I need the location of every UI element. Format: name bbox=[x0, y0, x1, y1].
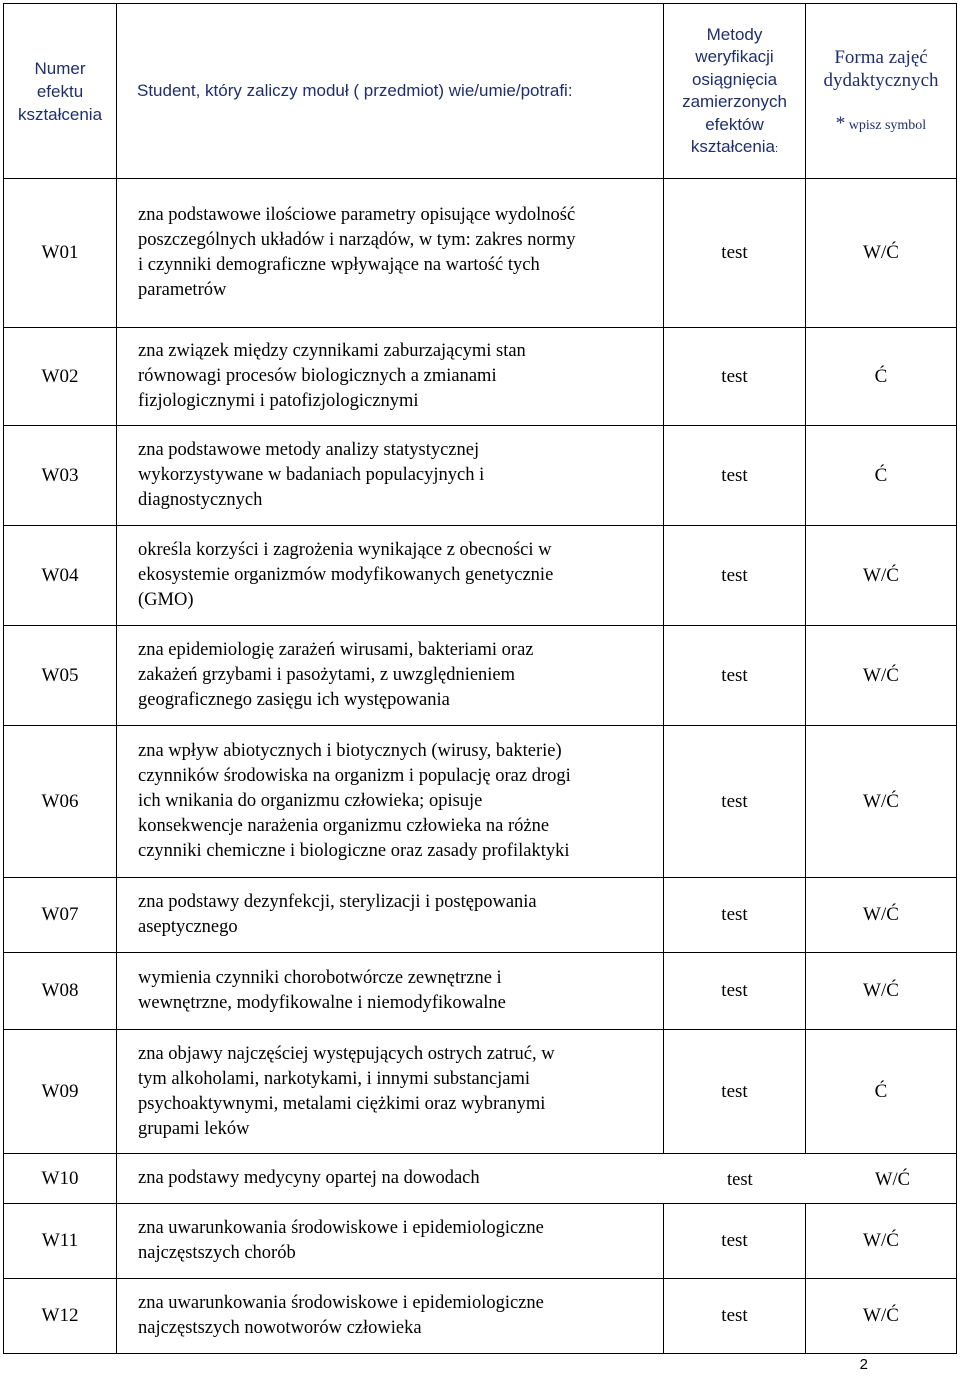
table-body bbox=[4, 179, 957, 1354]
outcome-description-line: fizjologicznymi i patofizjologicznymi bbox=[138, 391, 419, 411]
verification-method: test bbox=[664, 426, 806, 526]
verification-method: test bbox=[664, 526, 806, 626]
class-form: Ć bbox=[806, 426, 957, 526]
header-method-line-last bbox=[664, 136, 805, 161]
outcome-description-line: najczęstszych nowotworów człowieka bbox=[138, 1318, 422, 1338]
outcome-description-line: wykorzystywane w badaniach populacyjnych i bbox=[138, 465, 485, 485]
header-method-suffix: : bbox=[775, 143, 779, 155]
header-method-line: kształcenia bbox=[690, 137, 776, 156]
outcome-description-line: zna podstawy medycyny opartej na dowodach bbox=[138, 1168, 480, 1188]
outcome-description bbox=[117, 626, 664, 726]
outcome-description-line: zna podstawowe ilościowe parametry opisujące wydolność bbox=[138, 205, 576, 225]
outcome-description bbox=[117, 526, 664, 626]
outcome-code: W02 bbox=[4, 328, 117, 426]
outcome-description-line: wymienia czynniki chorobotwórcze zewnętrzne i bbox=[138, 968, 502, 988]
header-outcome-number bbox=[4, 4, 117, 179]
outcome-code: W06 bbox=[4, 726, 117, 878]
verification-method: test bbox=[664, 1204, 806, 1279]
outcome-description-line: zna wpływ abiotycznych i biotycznych (wirusy, bakterie) bbox=[138, 741, 562, 761]
header-method-line: Metody bbox=[706, 24, 763, 44]
outcome-description-line: i czynniki demograficzne wpływające na wartość tych bbox=[138, 255, 540, 275]
header-number-line: kształcenia bbox=[17, 104, 103, 124]
outcome-code: W10 bbox=[4, 1154, 117, 1204]
outcome-description bbox=[117, 1279, 664, 1354]
table-row bbox=[4, 878, 957, 953]
outcome-description bbox=[117, 1030, 664, 1154]
outcome-description-line: ekosystemie organizmów modyfikowanych genetycznie bbox=[138, 565, 554, 585]
outcome-description bbox=[117, 179, 664, 328]
outcome-description bbox=[117, 328, 664, 426]
outcome-description-line: równowagi procesów biologicznych a zmianami bbox=[138, 366, 497, 386]
table-row bbox=[4, 1279, 957, 1354]
class-form: W/Ć bbox=[806, 179, 957, 328]
class-form: W/Ć bbox=[806, 1279, 957, 1354]
class-form: W/Ć bbox=[806, 726, 957, 878]
outcome-description-line: parametrów bbox=[138, 280, 227, 300]
outcome-description bbox=[117, 953, 664, 1030]
class-form: Ć bbox=[806, 328, 957, 426]
verification-method: test bbox=[664, 953, 806, 1030]
outcome-description-line: zna objawy najczęściej występujących ostrych zatruć, w bbox=[138, 1043, 555, 1064]
class-form: W/Ć bbox=[806, 626, 957, 726]
outcome-description-line: psychoaktywnymi, metalami ciężkimi oraz wybranymi bbox=[138, 1093, 546, 1114]
outcome-description bbox=[117, 726, 664, 878]
class-form: W/Ć bbox=[806, 1204, 957, 1279]
table-row bbox=[4, 1154, 957, 1204]
outcome-description bbox=[117, 426, 664, 526]
outcome-description bbox=[117, 1204, 664, 1279]
outcome-code: W05 bbox=[4, 626, 117, 726]
outcome-description-line: poszczególnych układów i narządów, w tym: zakres normy bbox=[138, 230, 576, 250]
outcome-description-line: (GMO) bbox=[138, 590, 194, 610]
table-row bbox=[4, 426, 957, 526]
table-row bbox=[4, 179, 957, 328]
header-form-star: * bbox=[835, 112, 846, 134]
outcome-description-line: zna podstawowe metody analizy statystycznej bbox=[138, 440, 480, 460]
table-header-row bbox=[4, 4, 957, 179]
verification-method: test bbox=[664, 328, 806, 426]
outcome-code: W09 bbox=[4, 1030, 117, 1154]
header-form-line: Forma zajęć bbox=[834, 46, 928, 68]
verification-method: test bbox=[664, 1030, 806, 1154]
outcome-description-line: konsekwencje narażenia organizmu człowieka na różne bbox=[138, 816, 550, 836]
outcome-code: W07 bbox=[4, 878, 117, 953]
verification-method: test bbox=[664, 626, 806, 726]
header-form-note bbox=[806, 112, 956, 137]
outcome-code: W08 bbox=[4, 953, 117, 1030]
header-method-line: osiągnięcia bbox=[691, 69, 778, 89]
header-method-line: weryfikacji bbox=[695, 47, 774, 66]
class-form: W/Ć bbox=[806, 953, 957, 1030]
outcome-description-line: ich wnikania do organizmu człowieka; opisuje bbox=[138, 791, 483, 811]
header-form-note-text: wpisz symbol bbox=[848, 117, 927, 133]
outcome-description-line: czynników środowiska na organizm i populację oraz drogi bbox=[138, 766, 571, 786]
verification-method: test bbox=[664, 179, 806, 328]
outcome-description-line: najczęstszych chorób bbox=[138, 1243, 296, 1263]
outcome-description-line: zna podstawy dezynfekcji, sterylizacji i postępowania bbox=[138, 892, 537, 912]
outcome-description-line: aseptycznego bbox=[138, 917, 238, 937]
class-form: W/Ć bbox=[806, 526, 957, 626]
outcome-code: W03 bbox=[4, 426, 117, 526]
outcome-description-line: zna uwarunkowania środowiskowe i epidemiologiczne bbox=[138, 1218, 544, 1238]
learning-outcomes-table bbox=[3, 3, 957, 1354]
class-form: Ć bbox=[806, 1030, 957, 1154]
table-row bbox=[4, 1204, 957, 1279]
header-number-line: Numer bbox=[34, 58, 86, 78]
table-row bbox=[4, 953, 957, 1030]
outcome-description bbox=[117, 1154, 957, 1204]
outcome-code: W11 bbox=[4, 1204, 117, 1279]
table-row bbox=[4, 526, 957, 626]
header-verification-methods bbox=[664, 4, 806, 179]
header-form-line: dydaktycznych bbox=[823, 69, 939, 91]
outcome-description-line: tym alkoholami, narkotykami, i innymi substancjami bbox=[138, 1068, 531, 1089]
outcome-description-line: określa korzyści i zagrożenia wynikające z obecności w bbox=[138, 540, 552, 560]
outcome-description-line: grupami leków bbox=[138, 1118, 250, 1139]
header-number-line: efektu bbox=[36, 81, 84, 101]
header-description bbox=[117, 4, 664, 179]
verification-method: test bbox=[727, 1170, 753, 1190]
outcome-code: W04 bbox=[4, 526, 117, 626]
outcome-description-line: zna związek między czynnikami zaburzającymi stan bbox=[138, 341, 526, 361]
outcome-description-line: czynniki chemiczne i biologiczne oraz zasady profilaktyki bbox=[138, 841, 570, 861]
table-row bbox=[4, 726, 957, 878]
header-method-line: zamierzonych bbox=[682, 92, 787, 111]
verification-method: test bbox=[664, 1279, 806, 1354]
outcome-description-line: zna epidemiologię zarażeń wirusami, bakteriami oraz bbox=[138, 640, 534, 660]
outcome-description-line: wewnętrzne, modyfikowalne i niemodyfikowalne bbox=[138, 993, 506, 1013]
outcome-description-line: diagnostycznych bbox=[138, 490, 263, 510]
outcome-description-line: zna uwarunkowania środowiskowe i epidemiologiczne bbox=[138, 1293, 544, 1313]
verification-method: test bbox=[664, 726, 806, 878]
verification-method: test bbox=[664, 878, 806, 953]
page-number: 2 bbox=[859, 1356, 868, 1373]
outcome-description bbox=[117, 878, 664, 953]
outcome-description-line: zakażeń grzybami i pasożytami, z uwzględnieniem bbox=[138, 665, 516, 685]
outcome-code: W12 bbox=[4, 1279, 117, 1354]
outcome-code: W01 bbox=[4, 179, 117, 328]
header-class-form bbox=[806, 4, 957, 179]
table-row bbox=[4, 1030, 957, 1154]
table-row bbox=[4, 328, 957, 426]
header-method-line: efektów bbox=[705, 114, 764, 134]
outcome-description-line: geograficznego zasięgu ich występowania bbox=[138, 690, 450, 710]
header-description-text: Student, który zaliczy moduł ( przedmiot) wie/umie/potrafi: bbox=[137, 81, 573, 100]
class-form: W/Ć bbox=[806, 878, 957, 953]
class-form: W/Ć bbox=[875, 1170, 910, 1190]
table-row bbox=[4, 626, 957, 726]
